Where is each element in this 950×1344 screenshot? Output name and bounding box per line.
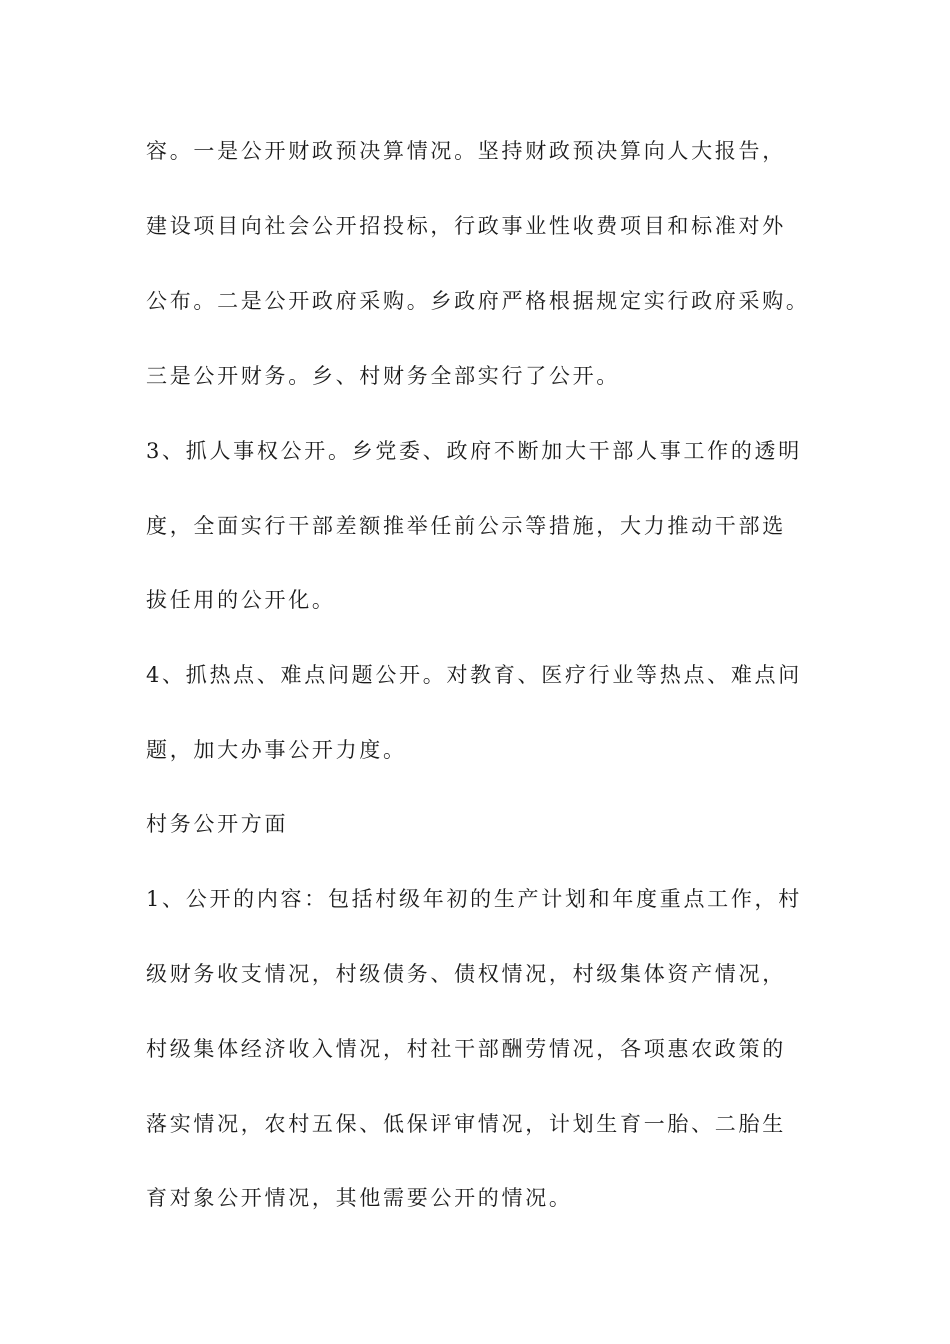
- text-line: 育对象公开情况，其他需要公开的情况。: [146, 1186, 573, 1210]
- text-line: 1、公开的内容：包括村级年初的生产计划和年度重点工作，村: [146, 887, 802, 911]
- text-line: 拔任用的公开化。: [146, 588, 336, 612]
- text-line: 村级集体经济收入情况，村社干部酬劳情况，各项惠农政策的: [146, 1037, 786, 1061]
- text-line: 三是公开财务。乡、村财务全部实行了公开。: [146, 364, 620, 388]
- text-line: 建设项目向社会公开招投标，行政事业性收费项目和标准对外: [146, 214, 786, 238]
- text-line: 容。一是公开财政预决算情况。坚持财政预决算向人大报告，: [146, 139, 786, 163]
- text-line: 度，全面实行干部差额推举任前公示等措施，大力推动干部选: [146, 514, 786, 538]
- text-line: 级财务收支情况，村级债务、债权情况，村级集体资产情况，: [146, 962, 786, 986]
- text-line: 3、抓人事权公开。乡党委、政府不断加大干部人事工作的透明: [146, 439, 802, 463]
- text-line: 4、抓热点、难点问题公开。对教育、医疗行业等热点、难点问: [146, 663, 802, 687]
- text-line: 题，加大办事公开力度。: [146, 738, 407, 762]
- text-line: 公布。二是公开政府采购。乡政府严格根据规定实行政府采购。: [146, 289, 810, 313]
- section-heading: 村务公开方面: [146, 812, 289, 836]
- text-line: 落实情况，农村五保、低保评审情况，计划生育一胎、二胎生: [146, 1112, 786, 1136]
